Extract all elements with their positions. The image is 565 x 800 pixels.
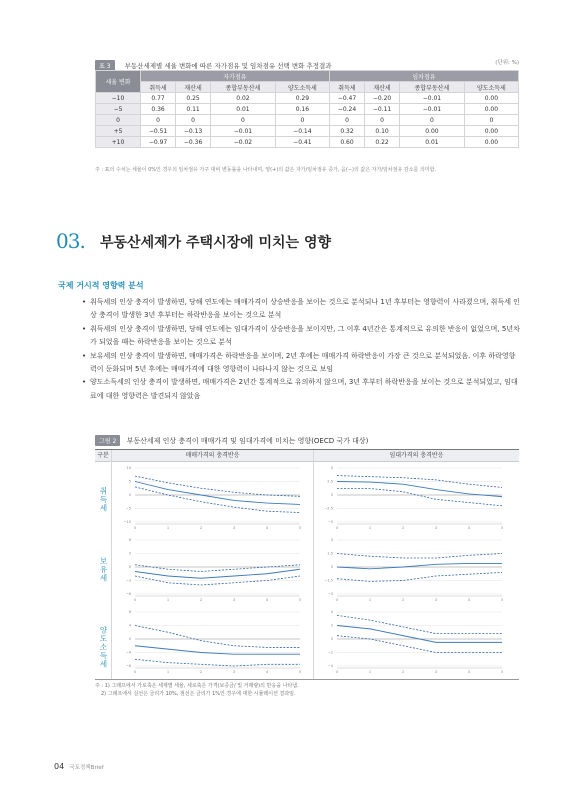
table-cell: −0.13 bbox=[176, 126, 211, 137]
table-note: 주 : 표의 수치는 세율이 0%인 경우의 임차점유 가구 대비 변동률을 나타내며, 양(+)의 값은 자가/임차점유 증가, 음(−)의 값은 자가/임차점유 감소를 의미함. bbox=[95, 167, 437, 173]
table-row bbox=[96, 137, 519, 148]
impulse-response-chart bbox=[319, 608, 509, 676]
table-cell: −0.36 bbox=[176, 137, 211, 148]
bullet-item: • 취득세의 인상 충격이 발생하면, 당해 연도에는 매매가격이 상승반응을 보이는 것으로 분석되나 1년 후부터는 영향력이 사라졌으며, 취득세 인상 충격이 발생한 3년 후부터는 하락반응을 보이는 것으로 분석 bbox=[82, 296, 522, 323]
y-tick-label: −3 bbox=[125, 578, 131, 583]
table-cell: −0.20 bbox=[365, 93, 400, 104]
x-tick-label: 1 bbox=[368, 670, 372, 674]
figure-col-header: 구분 bbox=[95, 450, 111, 462]
x-tick-label: 4 bbox=[265, 598, 269, 602]
table-cell: −0.51 bbox=[141, 126, 176, 137]
col-header: 양도소득세 bbox=[464, 82, 518, 93]
series-line-dashed bbox=[135, 565, 300, 572]
col-header: 양도소득세 bbox=[275, 82, 329, 93]
bullet-item: • 양도소득세의 인상 충격이 발생하면, 매매가격은 2년간 통계적으로 유의하지 않으며, 3년 후부터 하락반응을 보이는 것으로 분석되었고, 임대료에 대한 영향력은 발견되지 않았음 bbox=[82, 376, 522, 403]
y-tick-label: −1.5 bbox=[324, 578, 333, 583]
table3-header bbox=[95, 55, 519, 69]
x-tick-label: 3 bbox=[434, 526, 438, 530]
x-tick-label: 3 bbox=[434, 598, 438, 602]
table-cell: 0.01 bbox=[211, 104, 276, 115]
bullet-item: • 취득세의 인상 충격이 발생하면, 당해 연도에는 임대가격이 상승반응을 보이지만, 그 이후 4년간은 통계적으로 유의한 반응이 없었으며, 5년차가 되었을 때는 하락반응을 보이는 것으로 분석 bbox=[82, 323, 522, 350]
series-line-dashed bbox=[337, 572, 502, 581]
bullet-item: • 보유세의 인상 충격이 발생하면, 매매가격은 하락반응을 보이며, 2년 후에는 매매가격 하락반응이 가장 큰 것으로 분석되었음. 이후 하락영향력이 둔화되며 5년 후에는 매매가격에 대한 영향력이 나타나지 않는 것으로 보임 bbox=[82, 350, 522, 377]
series-line-dashed bbox=[337, 636, 502, 653]
y-tick-label: 0 bbox=[330, 637, 333, 642]
x-tick-label: 3 bbox=[434, 670, 438, 674]
table-cell: 0 bbox=[141, 115, 176, 126]
y-tick-label: −3 bbox=[327, 592, 333, 597]
row-label: −5 bbox=[96, 104, 141, 115]
y-tick-label: 0 bbox=[128, 493, 131, 498]
series-line-dashed bbox=[337, 489, 502, 506]
page-footer bbox=[54, 762, 104, 771]
x-tick-label: 2 bbox=[199, 526, 203, 530]
col-header: 종합부동산세 bbox=[211, 82, 276, 93]
y-tick-label: 4 bbox=[330, 610, 333, 615]
y-tick-label: −8 bbox=[125, 664, 131, 669]
table-cell: 0.10 bbox=[365, 126, 400, 137]
table-cell: 0 bbox=[176, 115, 211, 126]
x-tick-label: 5 bbox=[298, 526, 302, 530]
table-cell: 0 bbox=[400, 115, 465, 126]
x-tick-label: 4 bbox=[467, 598, 471, 602]
table-cell: −0.41 bbox=[275, 137, 329, 148]
series-line-solid bbox=[337, 563, 502, 568]
x-tick-label: 0 bbox=[133, 670, 137, 674]
table-cell: −0.01 bbox=[211, 126, 276, 137]
figure-title: 부동산세제 인상 충격이 매매가격 및 임대가격에 미치는 영향(OECD 국가 대상) bbox=[126, 436, 369, 445]
series-line-solid bbox=[135, 569, 300, 578]
table-cell: 0 bbox=[329, 115, 364, 126]
table-cell: −0.97 bbox=[141, 137, 176, 148]
table-cell: 0.00 bbox=[464, 126, 518, 137]
table-cell: −0.01 bbox=[400, 104, 465, 115]
figure-notes bbox=[95, 682, 299, 698]
x-tick-label: 3 bbox=[232, 526, 236, 530]
table-cell: 0.32 bbox=[329, 126, 364, 137]
col-header: 종합부동산세 bbox=[400, 82, 465, 93]
x-tick-label: 5 bbox=[500, 526, 504, 530]
impulse-response-chart bbox=[117, 608, 307, 676]
row-label: +10 bbox=[96, 137, 141, 148]
table-cell: 0.29 bbox=[275, 93, 329, 104]
table-row bbox=[96, 115, 519, 126]
row-label: −10 bbox=[96, 93, 141, 104]
x-tick-label: 2 bbox=[401, 598, 405, 602]
figure-note: 주 : 1) 그래프에서 가로축은 세제별 세율, 세로축은 가격(보증금/ 및 거래량)의 반응을 나타냄. bbox=[95, 683, 299, 689]
col-header: 재산세 bbox=[365, 82, 400, 93]
row-label: 0 bbox=[96, 115, 141, 126]
x-tick-label: 2 bbox=[401, 670, 405, 674]
table-cell: 0.77 bbox=[141, 93, 176, 104]
y-tick-label: −2 bbox=[327, 650, 333, 655]
table-cell: 0 bbox=[275, 115, 329, 126]
y-tick-label: −4 bbox=[327, 664, 333, 669]
table-tag: 표 3 bbox=[95, 60, 115, 71]
y-tick-label: −2.5 bbox=[324, 506, 333, 511]
table-cell: 0.60 bbox=[329, 137, 364, 148]
row-label-transfer: 양도소득세 bbox=[99, 625, 108, 669]
series-line-dashed bbox=[135, 626, 300, 648]
table-cell: 0.00 bbox=[400, 126, 465, 137]
table-cell: 0 bbox=[211, 115, 276, 126]
y-tick-label: 8 bbox=[128, 610, 131, 615]
series-line-dashed bbox=[337, 615, 502, 633]
table-cell: −0.02 bbox=[211, 137, 276, 148]
y-tick-label: 5 bbox=[128, 479, 131, 484]
y-tick-label: −5 bbox=[327, 520, 333, 525]
tax-effect-table bbox=[95, 70, 519, 148]
x-tick-label: 5 bbox=[500, 670, 504, 674]
y-tick-label: 0 bbox=[330, 565, 333, 570]
table-cell: 0.00 bbox=[464, 104, 518, 115]
divider bbox=[313, 450, 314, 679]
x-tick-label: 4 bbox=[265, 526, 269, 530]
x-tick-label: 4 bbox=[467, 670, 471, 674]
y-tick-label: 3 bbox=[128, 551, 131, 556]
group-renter: 임차점유 bbox=[329, 71, 518, 82]
table-cell: 0.16 bbox=[275, 104, 329, 115]
table-cell: −0.01 bbox=[400, 93, 465, 104]
x-tick-label: 4 bbox=[265, 670, 269, 674]
impulse-response-chart bbox=[117, 464, 307, 532]
x-tick-label: 0 bbox=[335, 526, 339, 530]
divider bbox=[111, 450, 112, 679]
y-tick-label: 1.5 bbox=[327, 551, 333, 556]
x-tick-label: 0 bbox=[335, 670, 339, 674]
x-tick-label: 2 bbox=[401, 526, 405, 530]
y-tick-label: 0 bbox=[128, 565, 131, 570]
y-tick-label: 10 bbox=[126, 466, 131, 471]
x-tick-label: 1 bbox=[368, 526, 372, 530]
table-cell: −0.24 bbox=[329, 104, 364, 115]
col-header: 취득세 bbox=[329, 82, 364, 93]
table-cell: 0.36 bbox=[141, 104, 176, 115]
table-row bbox=[96, 104, 519, 115]
y-tick-label: 3 bbox=[330, 538, 333, 543]
series-line-dashed bbox=[135, 659, 300, 666]
section-title: 부동산세제가 주택시장에 미치는 영향 bbox=[100, 235, 332, 251]
table-cell: 0.00 bbox=[464, 93, 518, 104]
col-header: 재산세 bbox=[176, 82, 211, 93]
table-row bbox=[96, 126, 519, 137]
table-cell: 0.01 bbox=[400, 137, 465, 148]
y-tick-label: 0 bbox=[330, 493, 333, 498]
series-line-solid bbox=[337, 482, 502, 497]
table-cell: −0.14 bbox=[275, 126, 329, 137]
table-title: 부동산세제별 세율 변화에 따른 자가점유 및 임차점유 선택 변화 추정결과 bbox=[124, 62, 332, 70]
y-tick-label: −10 bbox=[123, 520, 131, 525]
y-tick-label: −6 bbox=[125, 592, 131, 597]
row-label-holding: 보유세 bbox=[99, 557, 108, 583]
figure-frame bbox=[95, 449, 519, 680]
y-tick-label: 2.5 bbox=[327, 479, 333, 484]
table-cell: 0.11 bbox=[176, 104, 211, 115]
x-tick-label: 3 bbox=[232, 670, 236, 674]
x-tick-label: 0 bbox=[133, 598, 137, 602]
group-owner: 자가점유 bbox=[141, 71, 330, 82]
figure-tag: 그림 2 bbox=[95, 435, 120, 446]
table-cell: 0.02 bbox=[211, 93, 276, 104]
x-tick-label: 3 bbox=[232, 598, 236, 602]
x-tick-label: 1 bbox=[166, 526, 170, 530]
x-tick-label: 5 bbox=[298, 670, 302, 674]
publication-name: 국토정책Brief bbox=[69, 765, 104, 771]
impulse-response-chart bbox=[319, 464, 509, 532]
y-tick-label: 2 bbox=[330, 623, 333, 628]
x-tick-label: 2 bbox=[199, 670, 203, 674]
section-number: 03. bbox=[56, 229, 85, 253]
x-tick-label: 0 bbox=[133, 526, 137, 530]
col-header: 취득세 bbox=[141, 82, 176, 93]
y-tick-label: 0 bbox=[128, 637, 131, 642]
page-number: 04 bbox=[54, 762, 65, 771]
x-tick-label: 1 bbox=[166, 598, 170, 602]
x-tick-label: 2 bbox=[199, 598, 203, 602]
section-subtitle: 국제 거시적 영향력 분석 bbox=[58, 281, 144, 290]
y-tick-label: 6 bbox=[128, 538, 131, 543]
x-tick-label: 5 bbox=[500, 598, 504, 602]
table-cell: 0.00 bbox=[464, 137, 518, 148]
y-tick-label: −4 bbox=[125, 650, 131, 655]
table-cell: −0.11 bbox=[365, 104, 400, 115]
table-cell: 0 bbox=[365, 115, 400, 126]
series-line-solid bbox=[135, 646, 300, 654]
figure-header bbox=[95, 435, 368, 446]
table-cell: 0 bbox=[464, 115, 518, 126]
table-unit: (단위: %) bbox=[495, 60, 519, 66]
x-tick-label: 0 bbox=[335, 598, 339, 602]
table-cell: 0.25 bbox=[176, 93, 211, 104]
impulse-response-chart bbox=[117, 536, 307, 604]
x-tick-label: 5 bbox=[298, 598, 302, 602]
series-line-dashed bbox=[337, 554, 502, 559]
impulse-response-chart bbox=[319, 536, 509, 604]
figure-col-rent: 임대가격의 충격반응 bbox=[314, 450, 519, 462]
table-cell: −0.47 bbox=[329, 93, 364, 104]
figure-note: 2) 그래프에서 실선은 금리가 10%, 점선은 금리가 1%인 경우에 대한 시뮬레이션 결과임. bbox=[101, 691, 296, 697]
row-label: +5 bbox=[96, 126, 141, 137]
row-header: 세율 변화 bbox=[96, 71, 141, 93]
y-tick-label: 4 bbox=[128, 623, 131, 628]
bullet-list bbox=[82, 296, 522, 403]
figure-col-sale: 매매가격의 충격반응 bbox=[112, 450, 313, 462]
table-row bbox=[96, 93, 519, 104]
x-tick-label: 1 bbox=[166, 670, 170, 674]
row-label-acquisition: 취득세 bbox=[99, 487, 108, 513]
y-tick-label: 5 bbox=[330, 466, 333, 471]
table-cell: 0.22 bbox=[365, 137, 400, 148]
x-tick-label: 4 bbox=[467, 526, 471, 530]
y-tick-label: −5 bbox=[125, 506, 131, 511]
x-tick-label: 1 bbox=[368, 598, 372, 602]
